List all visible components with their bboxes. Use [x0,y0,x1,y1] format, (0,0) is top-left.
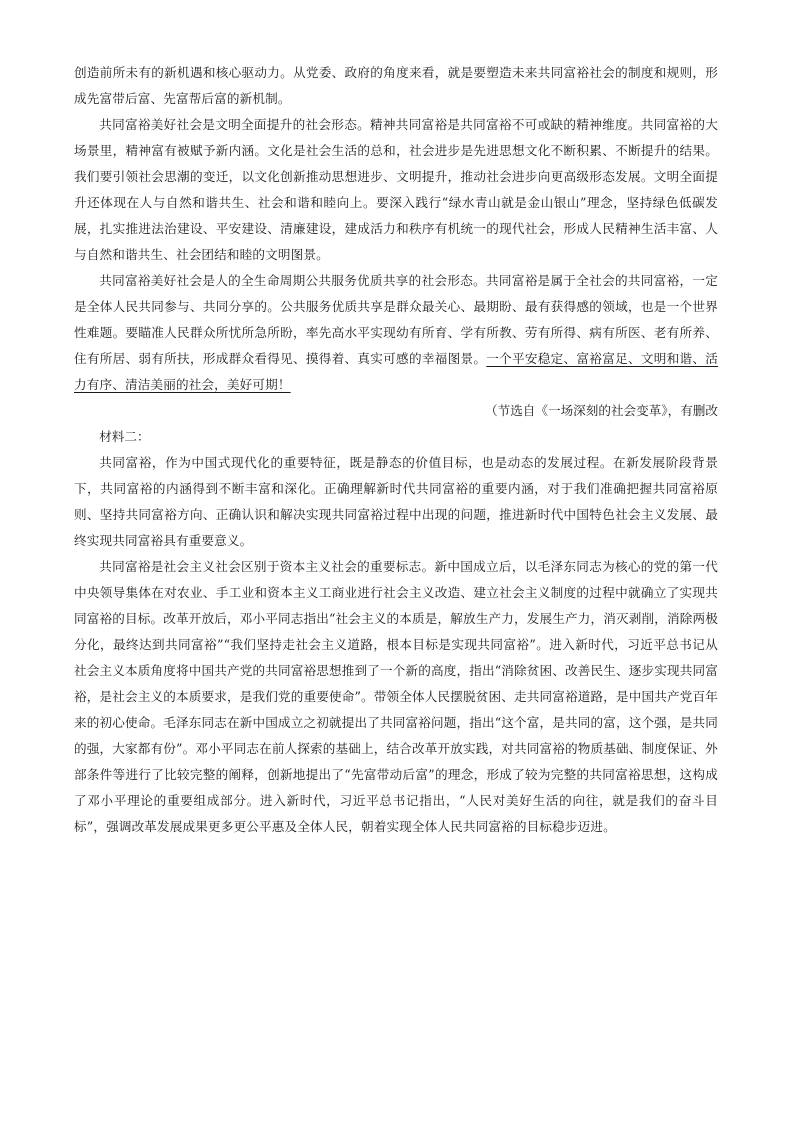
paragraph-continued: 创造前所未有的新机遇和核心驱动力。从党委、政府的角度来看，就是要塑造未来共同富裕社会的制度和规则，形成先富带后富、先富帮后富的新机制。 [74,65,718,106]
underlined-sentence: 一个平安稳定、富裕富足、文明和谐、活力有序、清洁美丽的社会，美好可期！ [74,351,718,392]
material-two-label: 材料二： [99,429,150,444]
paragraph-public-service [74,268,718,398]
paragraph-civilization: 共同富裕美好社会是文明全面提升的社会形态。精神共同富裕是共同富裕不可或缺的精神维度。共同富裕的大场景里，精神富有被赋予新内涵。文化是社会生活的总和，社会进步是先进思想文化不断积累、不断提升的结果。我们要引领社会思潮的变迁，以文化创新推动思想进步、文明提升，推动社会进步向更高级形态发展。文明全面提升还体现在人与自然和谐共生、社会和谐和睦向上。要深入践行“绿水青山就是金山银山”理念，坚持绿色低碳发展，扎实推进法治建设、平安建设、清廉建设，建成活力和秩序有机统一的现代社会，形成人民精神生活丰富、人与自然和谐共生、社会团结和睦的文明图景。 [74,117,718,262]
source-citation: （节选自《一场深刻的社会变革》，有删改 [485,403,718,418]
paragraph-history: 共同富裕是社会主义社会区别于资本主义社会的重要标志。新中国成立后，以毛泽东同志为核心的党的第一代中央领导集体在对农业、手工业和资本主义工商业进行社会主义改造、建立社会主义制度的过程中就确立了实现共同富裕的目标。改革开放后，邓小平同志指出“社会主义的本质是，解放生产力，发展生产力，消灭剥削，消除两极分化，最终达到共同富裕”“我们坚持走社会主义道路，根本目标是实现共同富裕”。进入新时代，习近平总书记从社会主义本质角度将中国共产党的共同富裕思想推到了一个新的高度，指出“消除贫困、改善民生、逐步实现共同富裕，是社会主义的本质要求，是我们党的重要使命”。带领全体人民摆脱贫困、走共同富裕道路，是中国共产党百年来的初心使命。毛泽东同志在新中国成立之初就提出了共同富裕问题，指出“这个富，是共同的富，这个强，是共同的强，大家都有份”。邓小平同志在前人探索的基础上，结合改革开放实践，对共同富裕的物质基础、制度保证、外部条件等进行了比较完整的阐释，创新地提出了“先富带动后富”的理念，形成了较为完整的共同富裕思想，这构成了邓小平理论的重要组成部分。进入新时代，习近平总书记指出，“人民对美好生活的向往，就是我们的奋斗目标”，强调改革发展成果更多更公平惠及全体人民，朝着实现全体人民共同富裕的目标稳步迈进。 [74,559,718,834]
paragraph-definition: 共同富裕，作为中国式现代化的重要特征，既是静态的价值目标，也是动态的发展过程。在新发展阶段背景下，共同富裕的内涵得到不断丰富和深化。正确理解新时代共同富裕的重要内涵，对于我们准确把握共同富裕原则、坚持共同富裕方向、正确认识和解决实现共同富裕过程中出现的问题，推进新时代中国特色社会主义发展、最终实现共同富裕具有重要意义。 [74,455,718,548]
paragraph-public-service-text: 共同富裕美好社会是人的全生命周期公共服务优质共享的社会形态。共同富裕是属于全社会的共同富裕，一定是全体人民共同参与、共同分享的。公共服务优质共享是群众最关心、最期盼、最有获得感的领域，也是一个世界性难题。要瞄准人民群众所忧所急所盼，率先高水平实现幼有所育、学有所教、劳有所得、病有所医、老有所养、住有所居、弱有所扶，形成群众看得见、摸得着、真实可感的幸福图景。 [74,273,718,366]
document-page [74,60,718,840]
